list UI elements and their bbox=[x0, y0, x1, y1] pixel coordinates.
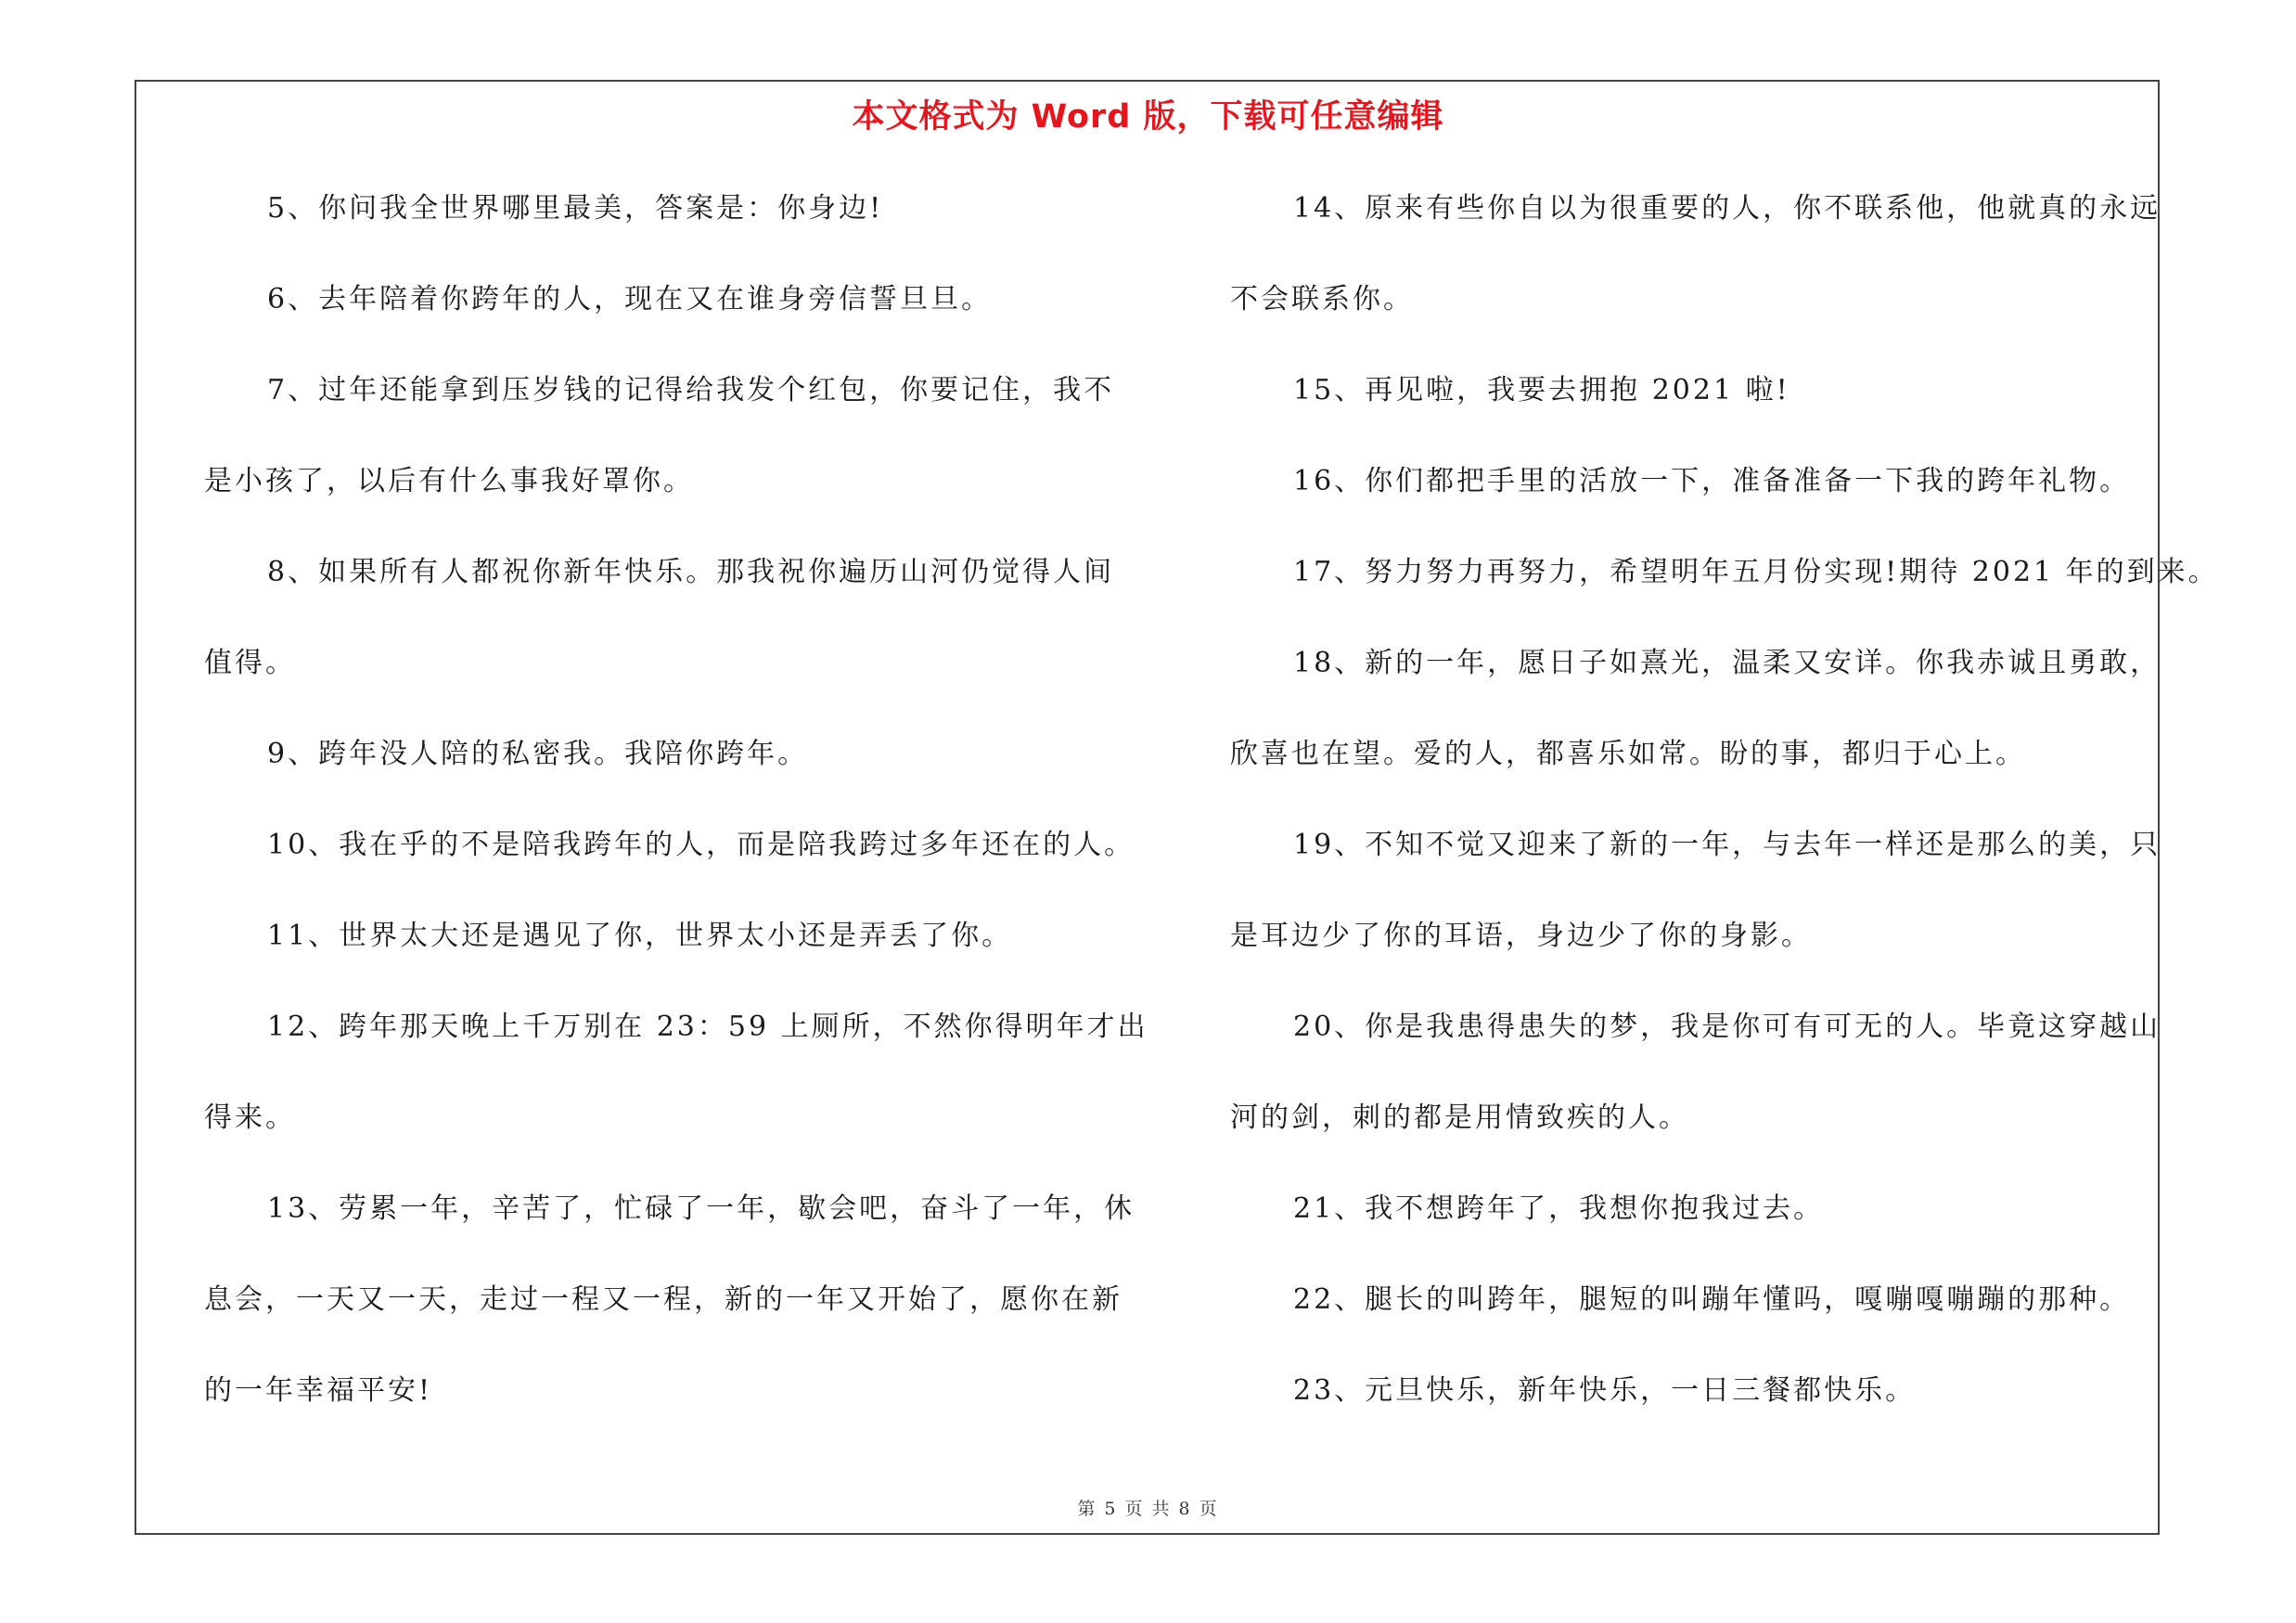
paragraph-continuation-line: 息会，一天又一天，走过一程又一程，新的一年又开始了，愿你在新 bbox=[204, 1283, 1122, 1316]
paragraph-continuation-line: 的一年幸福平安! bbox=[204, 1374, 433, 1407]
paragraph-continuation-line: 得来。 bbox=[204, 1101, 296, 1134]
word-format-banner: 本文格式为 Word 版，下载可任意编辑 bbox=[852, 98, 1444, 135]
right-text-column bbox=[1230, 163, 2219, 1436]
paragraph-line: 8、如果所有人都祝你新年快乐。那我祝你遍历山河仍觉得人间 bbox=[267, 556, 1115, 588]
paragraph-line: 21、我不想跨年了，我想你抱我过去。 bbox=[1293, 1192, 1825, 1225]
left-text-column bbox=[204, 163, 1148, 1436]
paragraph-line: 5、你问我全世界哪里最美，答案是：你身边! bbox=[267, 192, 884, 225]
paragraph-line: 20、你是我患得患失的梦，我是你可有可无的人。毕竟这穿越山 bbox=[1293, 1011, 2161, 1043]
paragraph-continuation-line: 不会联系你。 bbox=[1230, 283, 1414, 316]
paragraph-line: 7、过年还能拿到压岁钱的记得给我发个红包，你要记住，我不 bbox=[267, 374, 1115, 406]
paragraph-continuation-line: 值得。 bbox=[204, 647, 296, 679]
paragraph-line: 16、你们都把手里的活放一下，准备准备一下我的跨年礼物。 bbox=[1293, 465, 2131, 497]
paragraph-line: 13、劳累一年，辛苦了，忙碌了一年，歇会吧，奋斗了一年，休 bbox=[267, 1192, 1135, 1225]
paragraph-continuation-line: 是小孩了，以后有什么事我好罩你。 bbox=[204, 465, 694, 497]
paragraph-line: 17、努力努力再努力，希望明年五月份实现!期待 2021 年的到来。 bbox=[1293, 556, 2219, 588]
paragraph-continuation-line: 河的剑，刺的都是用情致疾的人。 bbox=[1230, 1101, 1689, 1134]
page-number: 第 5 页 共 8 页 bbox=[1077, 1499, 1219, 1519]
paragraph-line: 23、元旦快乐，新年快乐，一日三餐都快乐。 bbox=[1293, 1374, 1917, 1407]
paragraph-line: 6、去年陪着你跨年的人，现在又在谁身旁信誓旦旦。 bbox=[267, 283, 993, 316]
paragraph-line: 19、不知不觉又迎来了新的一年，与去年一样还是那么的美，只 bbox=[1293, 829, 2161, 861]
paragraph-line: 22、腿长的叫跨年，腿短的叫蹦年懂吗，嘎嘣嘎嘣蹦的那种。 bbox=[1293, 1283, 2131, 1316]
paragraph-line: 15、再见啦，我要去拥抱 2021 啦! bbox=[1293, 374, 1790, 406]
paragraph-line: 18、新的一年，愿日子如熹光，温柔又安详。你我赤诚且勇敢， bbox=[1293, 647, 2161, 679]
paragraph-line: 10、我在乎的不是陪我跨年的人，而是陪我跨过多年还在的人。 bbox=[267, 829, 1135, 861]
paragraph-line: 9、跨年没人陪的私密我。我陪你跨年。 bbox=[267, 738, 809, 770]
paragraph-line: 14、原来有些你自以为很重要的人，你不联系他，他就真的永远 bbox=[1293, 192, 2161, 225]
paragraph-line: 11、世界太大还是遇见了你，世界太小还是弄丢了你。 bbox=[267, 920, 1013, 952]
paragraph-line: 12、跨年那天晚上千万别在 23：59 上厕所，不然你得明年才出 bbox=[267, 1011, 1148, 1043]
paragraph-continuation-line: 欣喜也在望。爱的人，都喜乐如常。盼的事，都归于心上。 bbox=[1230, 738, 2026, 770]
paragraph-continuation-line: 是耳边少了你的耳语，身边少了你的身影。 bbox=[1230, 920, 1812, 952]
